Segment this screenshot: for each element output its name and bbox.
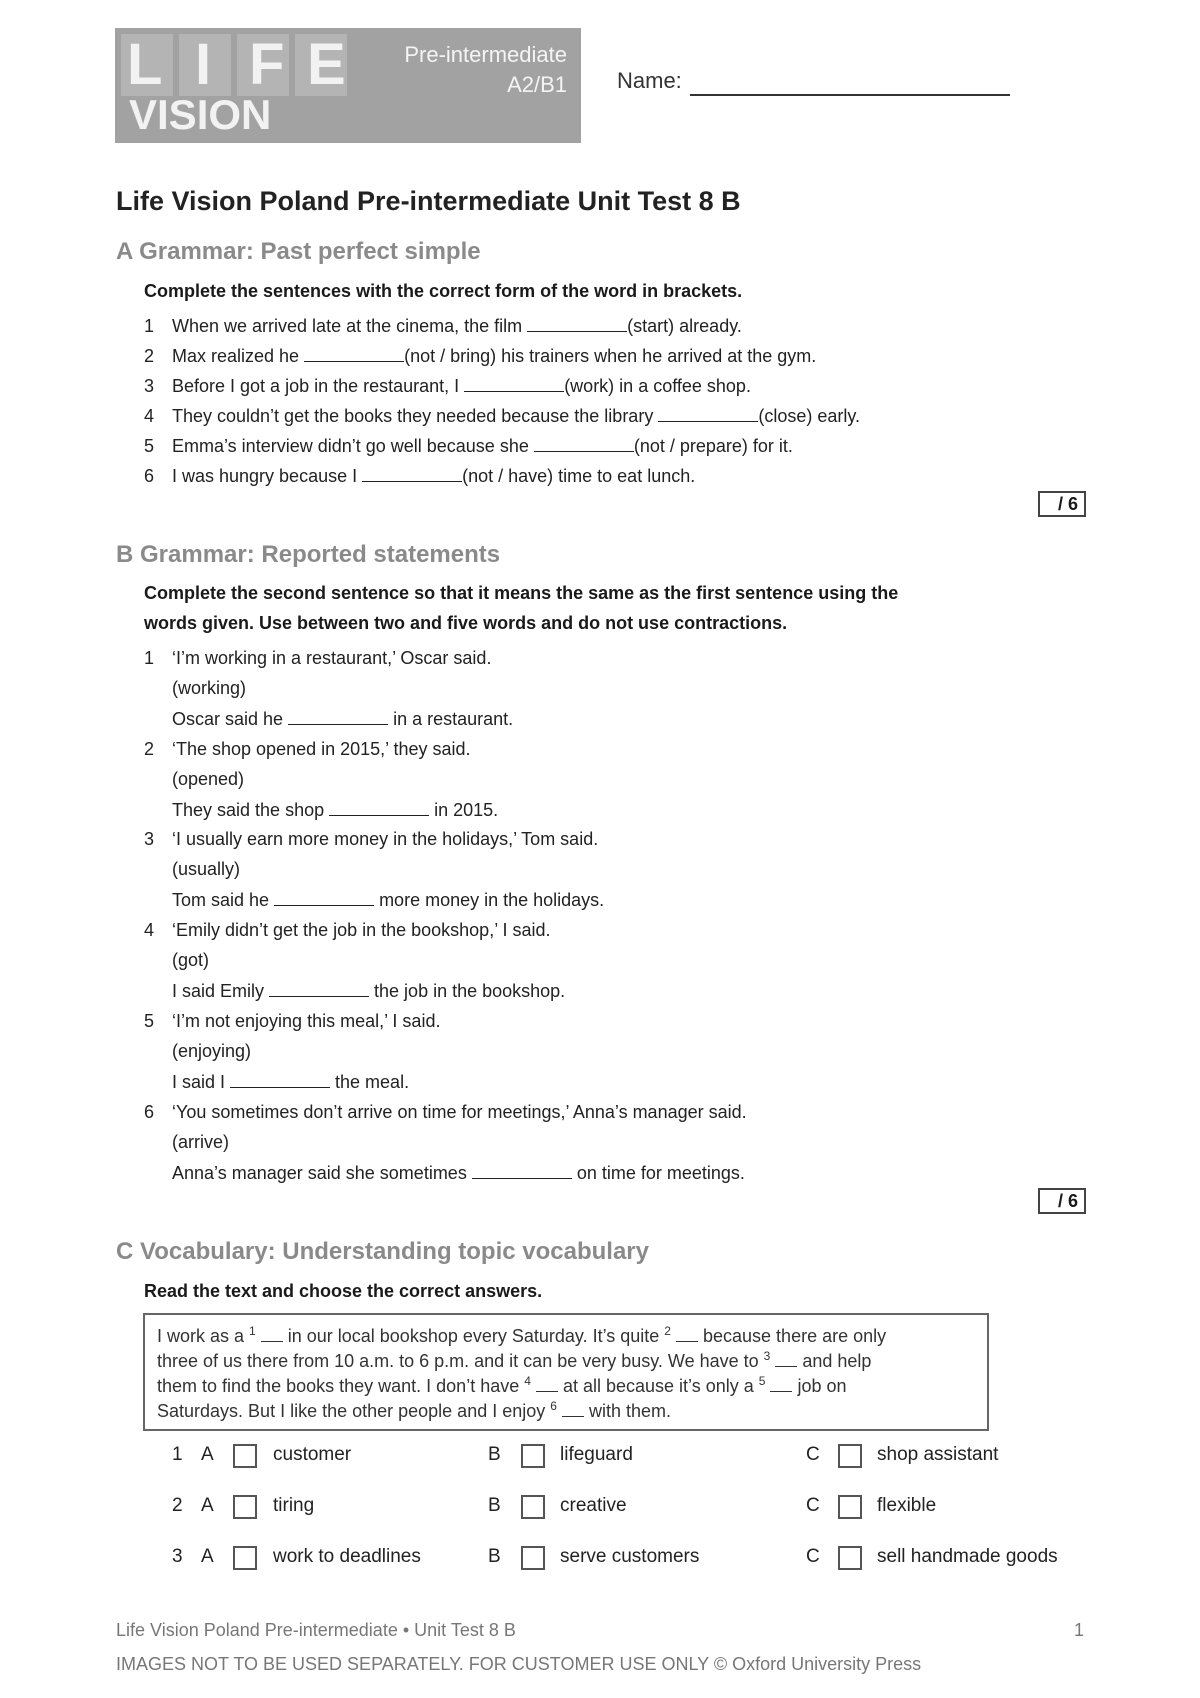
item-number: 5	[144, 436, 155, 456]
item-text: (not / bring) his trainers when he arrived at the gym.	[404, 346, 817, 366]
answer-blank[interactable]	[274, 889, 374, 906]
item-text: Tom said he	[172, 890, 275, 910]
quote-text: ‘I’m not enjoying this meal,’ I said.	[172, 1011, 441, 1031]
b-item-quote	[144, 1011, 440, 1032]
item-number: 6	[144, 1102, 155, 1122]
b-item-word: (opened)	[172, 769, 245, 789]
option-letter: C	[806, 1546, 820, 1567]
answer-blank[interactable]	[464, 375, 564, 392]
logo-letter: E	[307, 32, 346, 97]
checkbox[interactable]	[838, 1546, 862, 1570]
option-letter: A	[201, 1444, 214, 1465]
question-number: 1	[172, 1444, 183, 1465]
option-text: work to deadlines	[273, 1546, 421, 1567]
option-text: customer	[273, 1444, 352, 1465]
name-input-line[interactable]	[690, 94, 1010, 96]
text-line: three of us there from 10 a.m. to 6 p.m. and it can be very busy. We have to $^3$ and help	[157, 1349, 872, 1371]
b-item-word: (enjoying)	[172, 1041, 252, 1061]
option-text: lifeguard	[560, 1444, 633, 1465]
b-item-quote	[144, 648, 491, 669]
answer-blank[interactable]	[534, 435, 634, 452]
b-item-quote	[144, 829, 598, 850]
checkbox[interactable]	[838, 1444, 862, 1468]
item-text: the job in the bookshop.	[369, 981, 566, 1001]
b-item-answer	[172, 1162, 745, 1184]
item-text: Oscar said he	[172, 709, 289, 729]
item-text: Emma’s interview didn’t go well because she	[172, 436, 534, 456]
item-text: (not / have) time to eat lunch.	[462, 466, 696, 486]
section-a-heading: A Grammar: Past perfect simple	[116, 238, 481, 265]
answer-blank[interactable]	[527, 315, 627, 332]
answer-blank[interactable]	[230, 1071, 330, 1088]
section-b-instruction: words given. Use between two and five words and do not use contractions.	[144, 613, 788, 633]
question-row	[0, 1444, 1200, 1474]
answer-blank[interactable]	[329, 799, 429, 816]
quote-text: ‘I’m working in a restaurant,’ Oscar said.	[172, 648, 492, 668]
item-number: 4	[144, 920, 155, 940]
answer-blank[interactable]	[269, 980, 369, 997]
quote-text: ‘Emily didn’t get the job in the bookshop,’ I said.	[172, 920, 551, 940]
item-number: 1	[144, 648, 155, 668]
item-text: the meal.	[330, 1072, 410, 1092]
logo	[115, 28, 581, 143]
reading-text-box	[143, 1313, 989, 1431]
quote-text: ‘I usually earn more money in the holidays,’ Tom said.	[172, 829, 599, 849]
answer-blank[interactable]	[288, 708, 388, 725]
option-letter: A	[201, 1495, 214, 1516]
option-letter: C	[806, 1495, 820, 1516]
option-text: tiring	[273, 1495, 315, 1516]
item-text: on time for meetings.	[571, 1163, 745, 1183]
option-text: creative	[560, 1495, 627, 1516]
gap-blank	[261, 1327, 283, 1342]
section-c-heading: C Vocabulary: Understanding topic vocabulary	[116, 1238, 649, 1265]
gap-blank	[775, 1352, 797, 1367]
answer-blank[interactable]	[362, 465, 462, 482]
a-item	[144, 465, 695, 487]
a-item	[144, 405, 860, 427]
b-item-quote	[144, 1102, 747, 1123]
item-text: I was hungry because I	[172, 466, 363, 486]
b-item-answer	[172, 708, 513, 730]
item-text: Anna’s manager said she sometimes	[172, 1163, 472, 1183]
option-letter: B	[488, 1444, 501, 1465]
b-item-word: (got)	[172, 950, 210, 970]
item-text: (close) early.	[758, 406, 861, 426]
item-text: I said I	[172, 1072, 231, 1092]
quote-text: ‘You sometimes don’t arrive on time for meetings,’ Anna’s manager said.	[172, 1102, 747, 1122]
gap-blank	[536, 1377, 558, 1392]
b-item-answer	[172, 799, 498, 821]
gap-blank	[676, 1327, 698, 1342]
gap-blank	[562, 1402, 584, 1417]
b-item-word: (usually)	[172, 859, 241, 879]
page-title: Life Vision Poland Pre-intermediate Unit Test 8 B	[116, 186, 741, 216]
item-text: They said the shop	[172, 800, 330, 820]
page-number: 1	[1074, 1620, 1085, 1640]
level-name: Pre-intermediate	[404, 42, 567, 67]
answer-blank[interactable]	[658, 405, 758, 422]
option-letter: C	[806, 1444, 820, 1465]
checkbox[interactable]	[838, 1495, 862, 1519]
logo-letter: I	[195, 32, 212, 97]
answer-blank[interactable]	[304, 345, 404, 362]
option-letter: B	[488, 1495, 501, 1516]
checkbox[interactable]	[233, 1495, 257, 1519]
option-letter: A	[201, 1546, 214, 1567]
a-item	[144, 315, 742, 337]
section-c-instruction: Read the text and choose the correct answers.	[144, 1281, 543, 1301]
a-item	[144, 375, 751, 397]
checkbox[interactable]	[233, 1546, 257, 1570]
item-number: 5	[144, 1011, 155, 1031]
item-number: 1	[144, 316, 155, 336]
question-number: 3	[172, 1546, 183, 1567]
b-item-quote	[144, 739, 471, 760]
option-text: serve customers	[560, 1546, 700, 1567]
section-b-heading: B Grammar: Reported statements	[116, 541, 501, 568]
a-item	[144, 345, 816, 367]
quote-text: ‘The shop opened in 2015,’ they said.	[172, 739, 471, 759]
logo-letter: L	[127, 32, 163, 97]
section-a-score-box[interactable]: / 6	[1038, 491, 1086, 517]
item-text: in a restaurant.	[388, 709, 514, 729]
b-item-word: (working)	[172, 678, 247, 698]
item-number: 3	[144, 829, 155, 849]
b-item-quote	[144, 920, 551, 941]
item-text: in 2015.	[429, 800, 499, 820]
item-text: They couldn’t get the books they needed because the library	[172, 406, 659, 426]
item-number: 2	[144, 346, 155, 366]
name-label: Name:	[617, 68, 682, 93]
b-item-answer	[172, 1071, 409, 1093]
a-item	[144, 435, 793, 457]
logo-letter: F	[249, 32, 285, 97]
b-item-word: (arrive)	[172, 1132, 229, 1152]
section-a-instruction: Complete the sentences with the correct form of the word in brackets.	[144, 281, 743, 301]
text-line: I work as a $^1$ in our local bookshop every Saturday. It’s quite $^2$ because there are only	[157, 1324, 887, 1346]
question-row	[0, 1546, 1200, 1576]
footer-title: Life Vision Poland Pre-intermediate • Unit Test 8 B	[116, 1620, 516, 1640]
item-text: Before I got a job in the restaurant, I	[172, 376, 465, 396]
section-b-score-box[interactable]: / 6	[1038, 1188, 1086, 1214]
question-row	[0, 1495, 1200, 1525]
logo-vision: VISION	[129, 91, 272, 138]
copyright-notice: IMAGES NOT TO BE USED SEPARATELY. FOR CUSTOMER USE ONLY © Oxford University Press	[116, 1654, 922, 1674]
item-number: 6	[144, 466, 155, 486]
option-text: flexible	[877, 1495, 937, 1516]
checkbox[interactable]	[233, 1444, 257, 1468]
b-item-answer	[172, 980, 565, 1002]
item-number: 3	[144, 376, 155, 396]
item-text: (start) already.	[627, 316, 742, 336]
item-text: (not / prepare) for it.	[633, 436, 793, 456]
item-text: I said Emily	[172, 981, 270, 1001]
item-text: Max realized he	[172, 346, 305, 366]
item-text: When we arrived late at the cinema, the film	[172, 316, 528, 336]
checkbox[interactable]	[521, 1495, 545, 1519]
checkbox[interactable]	[521, 1546, 545, 1570]
option-letter: B	[488, 1546, 501, 1567]
item-text: more money in the holidays.	[374, 890, 605, 910]
question-number: 2	[172, 1495, 183, 1516]
item-text: (work) in a coffee shop.	[564, 376, 751, 396]
b-item-answer	[172, 889, 604, 911]
text-line: them to find the books they want. I don’t have $^4$ at all because it’s only a $^5$ job on	[157, 1374, 847, 1396]
option-text: shop assistant	[877, 1444, 999, 1465]
checkbox[interactable]	[521, 1444, 545, 1468]
option-text: sell handmade goods	[877, 1546, 1058, 1567]
item-number: 2	[144, 739, 155, 759]
answer-blank[interactable]	[472, 1162, 572, 1179]
text-line: Saturdays. But I like the other people and I enjoy $^6$ with them.	[157, 1399, 671, 1421]
item-number: 4	[144, 406, 155, 426]
gap-blank	[770, 1377, 792, 1392]
section-b-instruction: Complete the second sentence so that it means the same as the first sentence using the	[144, 583, 899, 603]
level-code: A2/B1	[507, 72, 567, 97]
